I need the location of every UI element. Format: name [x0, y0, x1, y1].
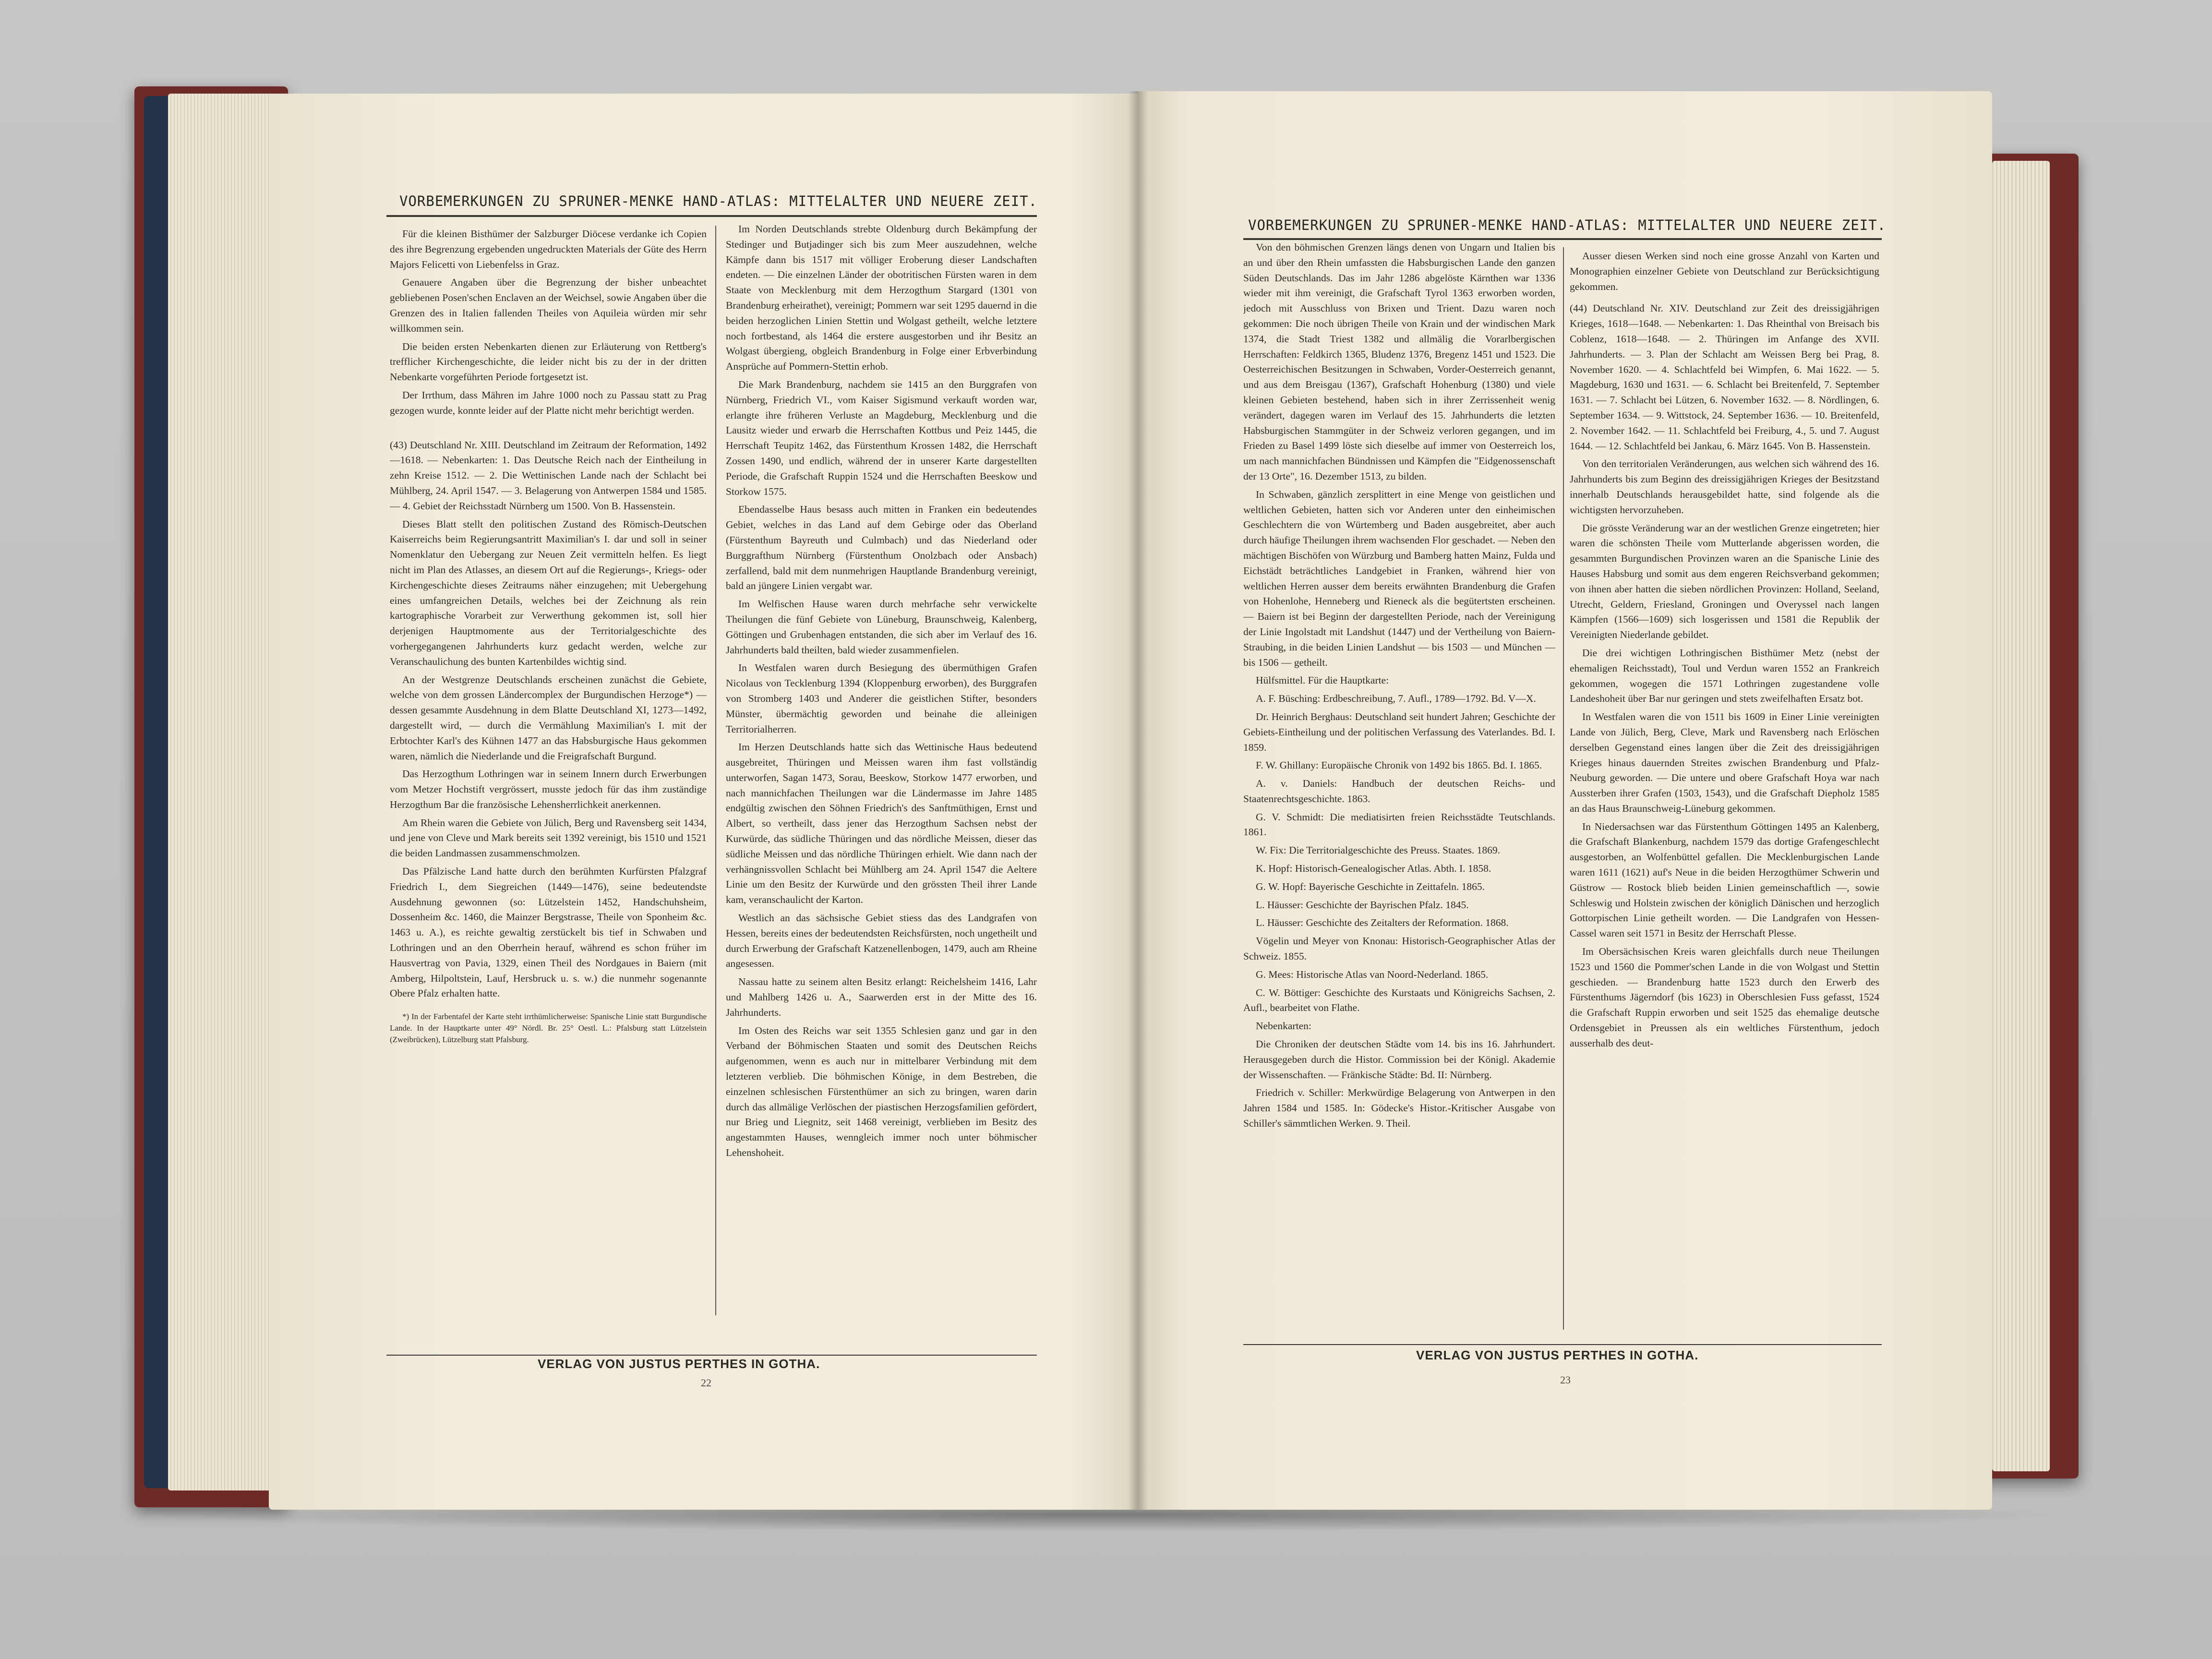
- source-entry: G. V. Schmidt: Die mediatisirten freien Reichsstädte Teutschlands. 1861.: [1243, 811, 1555, 838]
- paragraph: An der Westgrenze Deutschlands erscheinen zunächst die Gebiete, welche von dem grossen Ländercomplex der Burgundischen Herzoge*) — dessen gesammte Ausdehnung in dem Blatte Deutschland XI, 1273—1492, dargestellt wird, — durch die Vermählung Maximilian's I. mit der Erbtochter Karl's des Kühnen 1477 an das Habsburgische Haus gekommen waren, nämlich die Niederlande und die Freigrafschaft Burgund.: [390, 673, 707, 762]
- paragraph: Im Herzen Deutschlands hatte sich das Wettinische Haus bedeutend ausgebreitet, Thüringen und Meissen waren ihm fast vollständig unterworfen, Sagan 1473, Sorau, Beeskow, Storkow 1477 erworben, und nach mannichfachen Theilungen war die Ländermasse im Jahre 1485 endgültig zwischen den Söhnen Friedrich's des Sanftmüthigen, Ernst und Albert, so vertheilt, dass jener das Herzogthum Sachsen nebst der Kurwürde, das südliche Thüringen und das nördliche Meissen, dieser das südliche Meissen und das nördliche Thüringen erhielt. Wie dann nach der verhängnissvollen Schlacht bei Mühlberg am 24. April 1547 die Aeltere Linie um den Besitz der Kurwürde und den grössten Theil ihrer Lande kam, veranschaulicht der Karton.: [726, 741, 1037, 906]
- paragraph: Die Mark Brandenburg, nachdem sie 1415 an den Burggrafen von Nürnberg, Friedrich VI., vom Kaiser Sigismund verkauft worden war, erlangte ihre früheren Verluste an Magdeburg, Mecklenburg und die Lausitz wieder und erwarb die Herrschaften Kottbus und Peiz 1445, die Herrschaft Teupitz 1462, das Fürstenthum Krossen 1482, die Herrschaft Zossen 1490, und endlich, während der in unserer Karte dargestellten Periode, die Grafschaft Ruppin 1524 und die Herrschaften Beeskow und Storkow 1575.: [726, 378, 1037, 497]
- source-entry: A. F. Büsching: Erdbeschreibung, 7. Aufl., 1789—1792. Bd. V—X.: [1256, 693, 1536, 705]
- footnote: *) In der Farbentafel der Karte steht irrthümlicherweise: Spanische Linie statt Burgundische Lande. In der Hauptkarte unter 49° Nördl. Br. 25° Oestl. L.: Pfalsburg statt Lützelstein (Zweibrücken), Lützelburg statt Pfalsburg.: [390, 1012, 707, 1045]
- paragraph: Dieses Blatt stellt den politischen Zustand des Römisch-Deutschen Kaiserreichs beim Regierungsantritt Maximilian's I. dar und soll in seiner Nomenklatur den Uebergang zur Neuen Zeit vermitteln helfen. Es liegt nicht im Plan des Atlasses, an diesem Ort auf die Regierungs-, Kriegs- oder Kirchengeschichte dieses Zeitraums näher einzugehen; mit Uebergehung eines umfangreichen Details, welches bei der Zeichnung als rein kartographische Vorarbeit zur Verwerthung gekommen ist, soll hier derjenigen Hauptmomente aus der Territorialgeschichte des vorhergegangenen Jahrhunderts kurz gedacht werden, welche zur Veranschaulichung des bunten Kartenbildes wichtig sind.: [390, 518, 707, 667]
- paragraph: Genauere Angaben über die Begrenzung der bisher unbeachtet gebliebenen Posen'schen Enclaven an der Weichsel, sowie Angaben über die Grenzen des in Italien fallenden Theiles von Aquileia würden mir sehr willkommen sein.: [390, 276, 707, 334]
- paragraph: In Westfalen waren die von 1511 bis 1609 in Einer Linie vereinigten Lande von Jülich, Berg, Cleve, Mark und Ravensberg nach Erlöschen derselben Gegenstand eines langen über die Zeit des dreissigjährigen Krieges hinaus dauernden Streites zwischen Brandenburg und Pfalz-Neuburg geworden. — Die untere und obere Grafschaft Hoya war nach Aussterben ihrer Grafen (1503, 1543), und die Grafschaft Diepholz 1585 an das Haus Braunschweig-Lüneburg gekommen.: [1570, 711, 1879, 814]
- left-page-number: 22: [701, 1377, 711, 1389]
- page-stack-right: [1992, 161, 2050, 1471]
- section-heading-44: (44) Deutschland Nr. XIV. Deutschland zur Zeit des dreissigjährigen Krieges, 1618—1648. — Nebenkarten: 1. Das Rheinthal von Breisach bis Coblenz, 1618—1648. — 2. Thüringen im Anfange des XVII. Jahrhunderts. — 3. Plan der Schlacht am Weissen Berg bei Prag, 8. November 1620. — 4. Schlachtfeld bei Wimpfen, 6. Mai 1622. — 5. Magdeburg, 1630 und 1631. — 6. Schlacht bei Breitenfeld, 7. September 1631. — 7. Schlacht bei Lützen, 6. November 1632. — 8. Nördlingen, 6. September 1634. — 9. Wittstock, 24. September 1636. — 10. Breitenfeld, 2. November 1642. — 11. Schlachtfeld bei Freiburg, 4., 5. und 7. August 1644. — 12. Schlachtfeld bei Jankau, 6. März 1645. Von B. Hassenstein.: [1570, 302, 1879, 452]
- source-entry: W. Fix: Die Territorialgeschichte des Preuss. Staates. 1869.: [1256, 844, 1501, 856]
- paragraph: Das Herzogthum Lothringen war in seinem Innern durch Erwerbungen vom Metzer Hochstift vergrössert, musste jedoch für das ihm zuständige Herzogthum Bar die französische Lehensherrlichkeit anerkennen.: [390, 768, 707, 810]
- source-entry: Dr. Heinrich Berghaus: Deutschland seit hundert Jahren; Geschichte der Gebiets-Eintheilung und der politischen Verfassung des Vaterlandes. Bd. I. 1859.: [1243, 710, 1555, 753]
- paragraph: Nassau hatte zu seinem alten Besitz erlangt: Reichelsheim 1416, Lahr und Mahlberg 1426 u. A., Saarwerden erst in der Mitte des 16. Jahrhunderts.: [726, 976, 1037, 1018]
- right-footer-rule: [1243, 1344, 1882, 1345]
- source-entry: L. Häusser: Geschichte der Bayrischen Pfalz. 1845.: [1256, 899, 1469, 911]
- paragraph: Von den böhmischen Grenzen längs denen von Ungarn und Italien bis an und über den Rhein umfassten die Habsburgischen Lande den ganzen Süden Deutschlands. Das im Jahr 1286 abgelöste Kärnthen war 1336 wieder mit ihm vereinigt, die Grafschaft Tyrol 1363 erworben worden, jedoch mit Ausschluss von Brixen und Trient. Dazu waren noch gekommen: Die noch übrigen Theile von Krain und der windischen Mark 1374, die Stadt Triest 1382 und allmälig die Vorarlbergischen Herrschaften: Feldkirch 1365, Bludenz 1376, Bregenz 1451 und 1523. Die Oesterreichischen Besitzungen in Schwaben, Vorder-Oesterreich genannt, und aus dem Breisgau (1367), Grafschaft Hohenburg (1380) und viele kleinen Gebieten bestehend, haben sich in ihrer Zerrissenheit wenig verändert, dagegen waren im Verlauf des 15. Jahrhunderts die letzten Habsburgischen Stammgüter in der Schweiz verloren gegangen, und im Frieden zu Basel 1499 löste sich dieselbe auf immer von Oesterreich los, um nach mannichfachen Bündnissen und Kämpfen die "Eidgenossenschaft der 13 Orte", 16. Dezember 1513, zu bilden.: [1243, 241, 1555, 482]
- sources-subheading: Nebenkarten:: [1256, 1020, 1311, 1032]
- right-page-footer: VERLAG VON JUSTUS PERTHES IN GOTHA.: [1416, 1348, 1699, 1362]
- source-entry: L. Häusser: Geschichte des Zeitalters der Reformation. 1868.: [1256, 917, 1509, 929]
- right-page-column-1: [1243, 240, 1555, 1342]
- paragraph: Die grösste Veränderung war an der westlichen Grenze eingetreten; hier waren die schönsten Theile vom Mutterlande abgerissen worden, die gesammten Burgundischen Provinzen waren an die Spanische Linie des Hauses Habsburg und somit aus dem engeren Reichsverband gekommen; von ihnen aber hatten die sieben nördlichen Provinzen: Holland, Seeland, Utrecht, Geldern, Friesland, Groningen und Overyssel nach langen Kämpfen (1566—1609) sich losgerissen und 1581 die Republik der Vereinigten Niederlande gebildet.: [1570, 522, 1879, 641]
- section-heading-43: (43) Deutschland Nr. XIII. Deutschland im Zeitraum der Reformation, 1492—1618. — Nebenkarten: 1. Das Deutsche Reich nach der Eintheilung in zehn Kreise 1512. — 2. Die Wettinischen Lande nach der Schlacht bei Mühlberg, 24. April 1547. — 3. Belagerung von Antwerpen 1584 und 1585. — 4. Gebiet der Reichsstadt Nürnberg um 1500. Von B. Hassenstein.: [390, 439, 707, 512]
- paragraph: Ausser diesen Werken sind noch eine grosse Anzahl von Karten und Monographien einzelner Gebiete von Deutschland zur Berücksichtigung gekommen.: [1570, 250, 1879, 292]
- source-entry: K. Hopf: Historisch-Genealogischer Atlas. Abth. I. 1858.: [1256, 863, 1491, 875]
- source-entry: G. W. Hopf: Bayerische Geschichte in Zeittafeln. 1865.: [1256, 880, 1485, 892]
- paragraph: Die beiden ersten Nebenkarten dienen zur Erläuterung von Rettberg's trefflicher Kirchengeschichte, die leider nicht bis zu der in der dritten Nebenkarte vorgeführten Periode fortgesetzt ist.: [390, 340, 707, 383]
- paragraph: Am Rhein waren die Gebiete von Jülich, Berg und Ravensberg seit 1434, und jene von Cleve und Mark bereits seit 1392 vereinigt, bis 1510 und 1521 die beiden Landmassen zusammenschmolzen.: [390, 817, 707, 859]
- left-page-footer: VERLAG VON JUSTUS PERTHES IN GOTHA.: [538, 1357, 820, 1371]
- left-header-rule: [386, 215, 1037, 217]
- source-entry: Vögelin und Meyer von Knonau: Historisch-Geographischer Atlas der Schweiz. 1855.: [1243, 935, 1555, 962]
- book-gutter: [1128, 91, 1147, 1510]
- source-entry: F. W. Ghillany: Europäische Chronik von 1492 bis 1865. Bd. I. 1865.: [1256, 759, 1542, 771]
- source-entry: G. Mees: Historische Atlas van Noord-Nederland. 1865.: [1256, 968, 1489, 980]
- left-page-header: VORBEMERKUNGEN ZU SPRUNER-MENKE HAND-ATLAS: MITTELALTER UND NEUERE ZEIT.: [399, 193, 1038, 209]
- left-footer-rule: [386, 1355, 1037, 1356]
- source-entry: A. v. Daniels: Handbuch der deutschen Reichs- und Staatenrechtsgeschichte. 1863.: [1243, 778, 1555, 805]
- paragraph: Im Norden Deutschlands strebte Oldenburg durch Bekämpfung der Stedinger und Butjadinger sich bis zum Meer auszudehnen, welche Kämpfe dann bis 1517 mit völliger Eroberung dieser Landschaften endeten. — Die einzelnen Länder der obotritischen Fürsten waren in dem Staate von Mecklenburg mit dem Herzogthum Stargard (1301 von Brandenburg erheirathet), vereinigt; Pommern war seit 1295 dauernd in die beiden herzoglichen Linien Stettin und Wolgast getheilt, welche letztere noch fortbestand, als 1464 die erstere ausgestorben und ihr Besitz an Wolgast übergieng, obgleich Brandenburg in Folge einer Erbverbindung Ansprüche auf Pommern-Stettin erhob.: [726, 223, 1037, 373]
- paragraph: Im Osten des Reichs war seit 1355 Schlesien ganz und gar in den Verband der Böhmischen Staaten und somit des Deutschen Reichs aufgenommen, wenn es auch nur in mittelbarer Verbindung mit dem letzteren verblieb. Die böhmischen Könige, in dem Bestreben, die einzelnen schlesischen Fürstenthümer an sich zu bringen, waren darin durch das allmälige Verlöschen der piastischen Herzogsfamilien gefördert, nur Brieg und Liegnitz, seit 1468 vereinigt, verblieben im Besitz des angestammten Hauses, wenngleich immer noch unter böhmischer Lehenshoheit.: [726, 1024, 1037, 1159]
- left-page-column-1: [390, 227, 707, 1271]
- paragraph: In Westfalen waren durch Besiegung des übermüthigen Grafen Nicolaus von Tecklenburg 1394 (Kloppenburg erworben), des Burggrafen von Stromberg 1403 und Anderer die geistlichen Stifter, besonders Münster, übermächtig geworden und beinahe die alleinigen Territorialherren.: [726, 662, 1037, 735]
- right-page-column-2: [1570, 249, 1879, 1341]
- sources-heading: Hülfsmittel. Für die Hauptkarte:: [1256, 674, 1389, 686]
- source-entry: Die Chroniken der deutschen Städte vom 14. bis ins 16. Jahrhundert. Herausgegeben durch die Histor. Commission bei der Königl. Akademie der Wissenschaften. — Fränkische Städte: Bd. II: Nürnberg.: [1243, 1038, 1555, 1081]
- paragraph: Das Pfälzische Land hatte durch den berühmten Kurfürsten Pfalzgraf Friedrich I., dem Siegreichen (1449—1476), seine bedeutendste Ausdehnung gewonnen (so: Lützelstein 1452, Handschuhsheim, Dossenheim &c. 1460, die Mainzer Bergstrasse, Theile von Sponheim &c. 1463 u. A.), es reichte gewaltig zerstückelt bis tief in Schwaben und Lothringen und an den Oberrhein herauf, während es schon früher im Hausvertrag von Pavia, 1329, einen Theil des Nordgaues in Baiern (mit Amberg, Hilpoltstein, Lauf, Hersbruck u. s. w.) die nunmehr sogenannte Obere Pfalz erhalten hatte.: [390, 866, 707, 999]
- source-entry: Friedrich v. Schiller: Merkwürdige Belagerung von Antwerpen in den Jahren 1584 und 1585. In: Gödecke's Histor.-Kritischer Ausgabe von Schiller's sämmtlichen Werken. 9. Theil.: [1243, 1087, 1555, 1130]
- source-entry: C. W. Böttiger: Geschichte des Kurstaats und Königreichs Sachsen, 2. Aufl., bearbeitet von Flathe.: [1243, 986, 1555, 1014]
- paragraph: Im Obersächsischen Kreis waren gleichfalls durch neue Theilungen 1523 und 1560 die Pommer'schen Lande in die von Wolgast und Stettin geschieden. — Brandenburg hatte 1523 durch den Erwerb des Fürstenthums Jägerndorf (bis 1623) in Oberschlesien Fuss gefasst, 1524 die Grafschaft Ruppin erworben und seit 1525 das ehemalige deutsche Ordensgebiet in Preussen als ein weltliches Fürstenthum, jedoch ausserhalb des deut-: [1570, 946, 1879, 1049]
- paragraph: Die drei wichtigen Lothringischen Bisthümer Metz (nebst der ehemaligen Reichsstadt), Toul und Verdun waren 1552 an Frankreich gekommen, wogegen die 1571 Lothringen zugestandene volle Landeshoheit über Bar nur geringen und stets zweifelhaften Ersatz bot.: [1570, 647, 1879, 705]
- paragraph: In Schwaben, gänzlich zersplittert in eine Menge von geistlichen und weltlichen Gebieten, hatten sich vor Anderen unter den einheimischen Geschlechtern die von Würtemberg und Baden ausgebreitet, aber auch durch häufige Theilungen ihrem wachsenden Flor geschadet. — Neben den mächtigen Bischöfen von Würzburg und Bamberg hatten Mainz, Fulda und Eichstädt beträchtliches Landgebiet in Franken, während hier von weltlichen Herren ausser dem bereits erwähnten Brandenburg die Grafen von Hohenlohe, Henneberg und Rieneck als die begütertsten erscheinen. — Baiern ist bei Beginn der dargestellten Periode, nach der Vereinigung der Linie Ingolstadt mit Landshut (1447) und der Vertheilung von Baiern-Straubing, in die beiden Linien Landshut — bis 1503 — und München — bis 1506 — getheilt.: [1243, 488, 1555, 668]
- paragraph: Von den territorialen Veränderungen, aus welchen sich während des 16. Jahrhunderts bis zum Beginn des dreissigjährigen Krieges der Besitzstand innerhalb Deutschlands herausgebildet hatte, sind folgende als die wichtigsten hervorzuheben.: [1570, 458, 1879, 516]
- paragraph: In Niedersachsen war das Fürstenthum Göttingen 1495 an Kalenberg, die Grafschaft Blankenburg, nachdem 1579 das dortige Grafengeschlecht ausgestorben, an Wolfenbüttel gefallen. Die Mecklenburgischen Lande waren 1611 (1621) auf's Neue in die beiden Herzogthümer Schwerin und Güstrow — Rostock blieb beiden Linien gemeinschaftlich —, sowie Schleswig und Holstein zwischen der königlich Dänischen und herzoglich Gottorpischen Linie getheilt worden. — Die Landgrafen von Hessen-Cassel waren seit 1571 in Besitz der Herrschaft Plesse.: [1570, 820, 1879, 939]
- right-page-number: 23: [1560, 1374, 1571, 1386]
- paragraph: Für die kleinen Bisthümer der Salzburger Diöcese verdanke ich Copien des ihre Begrenzung ergebenden ungedruckten Materials der Güte des Herrn Majors Felicetti von Liebenfelss in Graz.: [390, 228, 707, 270]
- paragraph: Ebendasselbe Haus besass auch mitten in Franken ein bedeutendes Gebiet, welches in das Land auf dem Gebirge oder das Oberland (Fürstenthum Bayreuth und Culmbach) und das Niederland oder Burggrafthum Nürnberg (Fürstenthum Onolzbach oder Ansbach) zerfallend, bald mit dem nunmehrigen Hauptlande Brandenburg vereinigt, bald an jüngere Linien vergabt war.: [726, 504, 1037, 592]
- left-page-column-2: [726, 222, 1037, 1335]
- left-column-divider: [715, 226, 716, 1315]
- right-column-divider: [1563, 247, 1564, 1330]
- paragraph: Im Welfischen Hause waren durch mehrfache sehr verwickelte Theilungen die fünf Gebiete von Lüneburg, Braunschweig, Kalenberg, Göttingen und Grubenhagen entstanden, die sich aber im Verlauf des 16. Jahrhunderts bald theilten, bald wieder zusammenfielen.: [726, 598, 1037, 656]
- paragraph: Westlich an das sächsische Gebiet stiess das des Landgrafen von Hessen, bereits eines der bedeutendsten Reichsfürsten, noch ungetheilt und durch Erwerbung der Grafschaft Katzenellenbogen, 1479, auch am Rheine angesessen.: [726, 912, 1037, 970]
- paragraph: Der Irrthum, dass Mähren im Jahre 1000 noch zu Passau statt zu Prag gezogen wurde, konnte leider auf der Platte nicht mehr berichtigt werden.: [390, 389, 707, 416]
- right-page-header: VORBEMERKUNGEN ZU SPRUNER-MENKE HAND-ATLAS: MITTELALTER UND NEUERE ZEIT.: [1248, 217, 1887, 233]
